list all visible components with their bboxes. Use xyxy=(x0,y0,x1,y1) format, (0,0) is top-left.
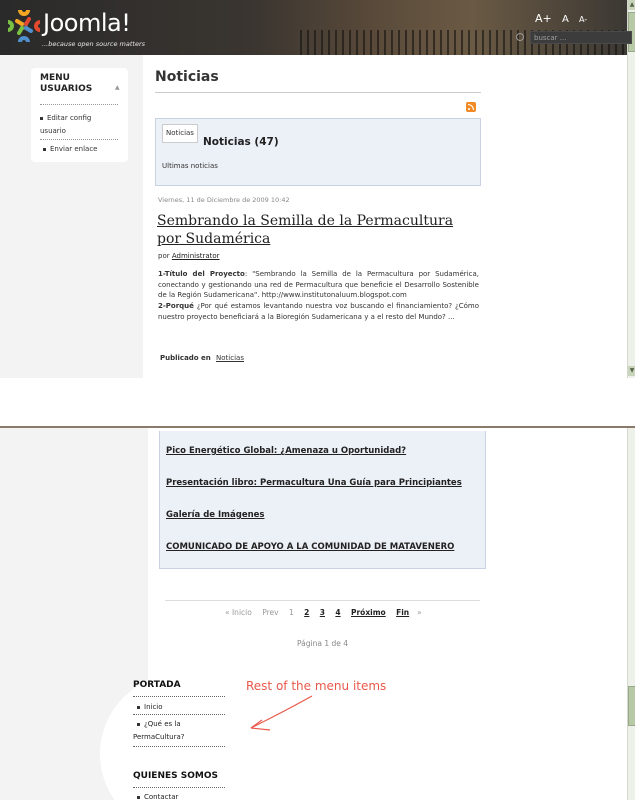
joomla-logo-icon xyxy=(8,10,40,42)
article-link[interactable]: Pico Energético Global: ¿Amenaza u Oportunidad? xyxy=(166,446,407,456)
article-link[interactable]: Galería de Imágenes xyxy=(166,510,265,520)
author-link[interactable]: Administrator xyxy=(171,252,220,260)
font-reset-button[interactable]: A xyxy=(561,14,569,25)
menu-collapse-icon[interactable]: ▲ xyxy=(115,84,120,91)
category-box xyxy=(155,118,481,186)
menu-item-label: Inicio xyxy=(144,703,163,711)
separator-gap xyxy=(0,378,635,426)
scroll-up-button[interactable]: ▲ xyxy=(629,1,635,8)
menu-title-portada: PORTADA xyxy=(133,680,181,690)
bullet-icon xyxy=(40,117,43,120)
menu-divider xyxy=(40,104,118,105)
annotation-arrow-icon xyxy=(0,428,635,800)
search-icon xyxy=(516,33,524,41)
pagination-page-1: 1 xyxy=(288,608,294,617)
category-link[interactable]: Noticias xyxy=(216,354,244,362)
pagination-page-3[interactable]: 3 xyxy=(319,608,325,617)
category-title: Noticias (47) xyxy=(203,136,279,148)
page-counter: Página 1 de 4 xyxy=(297,639,349,648)
p2-text: ¿Por qué estamos levantando nuestra voz buscando el financiamiento? ¿Cómo nuestro proyecto beneficiará a la Bioregión Sudamericana y a el resto del Mundo? ... xyxy=(158,302,479,321)
author-prefix: por xyxy=(158,252,170,260)
menu-item-edit-config[interactable] xyxy=(40,112,118,138)
menu-item-label: ¿Qué es la PermaCultura? xyxy=(133,720,185,741)
article-link[interactable]: Presentación libro: Permacultura Una Guía para Principiantes xyxy=(166,478,462,488)
article-title-link[interactable]: Sembrando la Semilla de la Permacultura por Sudamérica xyxy=(157,213,454,247)
menu-item-label: Enviar enlace xyxy=(50,145,98,153)
page-scrollbar[interactable] xyxy=(627,0,635,378)
menu-item-send-link[interactable] xyxy=(43,143,121,156)
annotation-text: Rest of the menu items xyxy=(246,679,387,693)
rss-feed-icon[interactable] xyxy=(466,102,476,112)
page-title: Noticias xyxy=(155,69,219,85)
scroll-down-button[interactable]: ▼ xyxy=(629,367,635,374)
category-thumbnail[interactable]: Noticias xyxy=(162,124,198,143)
pagination-end-arrow: » xyxy=(417,608,422,617)
menu-title: MENU USUARIOS xyxy=(40,73,93,94)
article-author xyxy=(158,252,220,260)
article-date: Viernes, 11 de Diciembre de 2009 10:42 xyxy=(158,196,290,204)
p1-text: : "Sembrando la Semilla de la Permacultura por Sudamérica, conectando y gestionando una red de Permacultura que beneficie el Desarrollo Sostenible de la Región Sudamericana". http://www.institutonaluum.blogspot.com xyxy=(158,270,479,300)
bullet-icon xyxy=(43,148,46,151)
search-input[interactable] xyxy=(530,31,632,44)
menu-title-quienes-somos: QUIENES SOMOS xyxy=(133,771,218,781)
pagination-page-2[interactable]: 2 xyxy=(304,608,310,617)
title-divider xyxy=(155,92,481,93)
menu-item-label: Editar config usuario xyxy=(40,114,92,135)
logo-tagline: ...because open source matters xyxy=(42,40,146,48)
top-screenshot xyxy=(0,0,635,378)
category-description: Ultimas noticias xyxy=(162,162,218,170)
logo-text: Joomla! xyxy=(43,9,131,37)
published-in-label: Publicado en xyxy=(160,354,211,362)
pagination-next[interactable]: Próximo xyxy=(350,608,386,617)
pagination-end[interactable]: Fin xyxy=(396,608,410,617)
font-increase-button[interactable]: A+ xyxy=(535,12,552,25)
article-body xyxy=(158,269,479,323)
menu-divider xyxy=(40,139,118,140)
p1-label: 1-Título del Proyecto xyxy=(158,270,245,278)
pagination-start: « Inicio xyxy=(225,608,252,617)
menu-item-label: Contactar xyxy=(144,793,179,800)
font-sizer xyxy=(535,12,594,25)
font-decrease-button[interactable]: A- xyxy=(578,15,588,24)
pagination-prev: Prev xyxy=(262,608,279,617)
p2-label: 2-Porqué xyxy=(158,302,194,311)
pagination-page-4[interactable]: 4 xyxy=(335,608,341,617)
article-link[interactable]: COMUNICADO DE APOYO A LA COMUNIDAD DE MATAVENERO xyxy=(166,542,455,552)
bottom-screenshot xyxy=(0,426,635,800)
article-footer xyxy=(160,354,244,362)
